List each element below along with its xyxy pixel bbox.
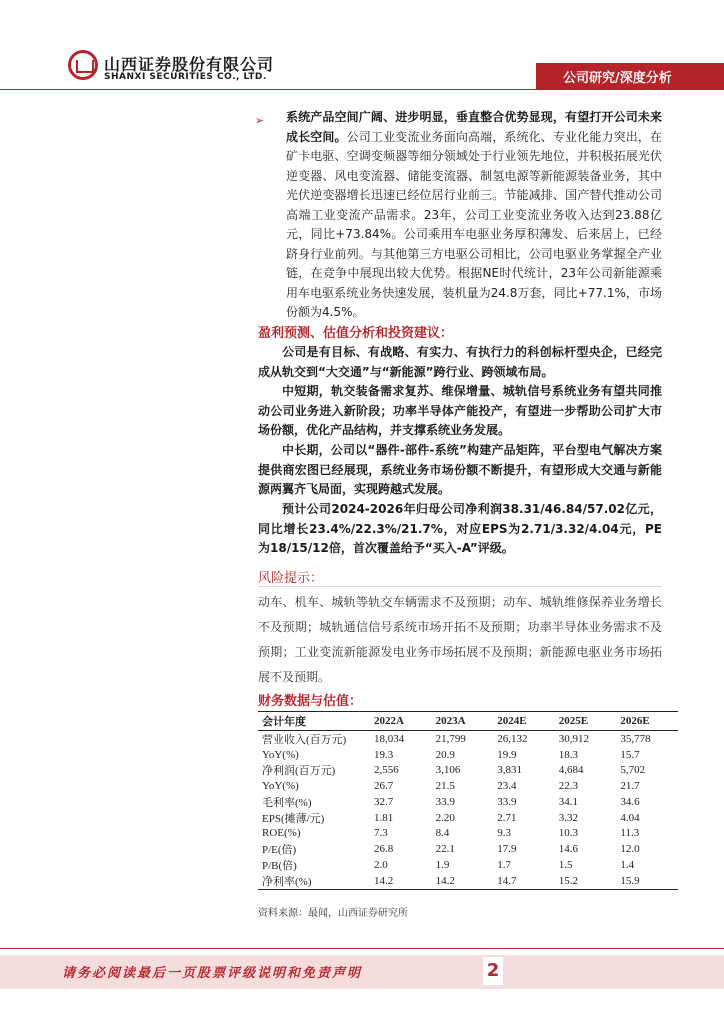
table-cell: 33.9 [435,795,455,808]
table-cell: 15.7 [620,748,640,761]
table-cell: 21.7 [620,779,640,792]
table-row-label: 毛利率(%) [262,796,312,809]
table-cell: 21.5 [435,779,455,792]
table-cell: 1.81 [374,811,394,824]
forecast-para-3: 中长期，公司以“器件-部件-系统”构建产品矩阵，平台型电气解决方案提供商宏图已经展现，系统业务市场份额不断提升，有望形成大交通与新能源两翼齐飞局面，实现跨越式发展。 [258,443,662,496]
table-cell: 3.32 [558,811,579,824]
table-header-cell: 2023A [432,712,494,731]
table-cell: 18.3 [558,748,579,761]
table-cell: 35,778 [620,733,651,745]
table-cell: 3,106 [435,764,461,777]
table-cell: 1.7 [497,858,511,871]
risk-divider [258,586,662,587]
table-cell: 14.2 [370,873,432,890]
forecast-title: 盈利预测、估值分析和投资建议： [258,326,454,341]
table-cell: 26.7 [374,779,394,792]
system-paragraph [286,108,662,323]
table-cell: 7.3 [374,827,388,840]
table-row [258,747,678,762]
footer-disclaimer: 请务必阅读最后一页股票评级说明和免责声明 [62,966,363,981]
report-type-label: 公司研究/深度分析 [563,71,672,86]
forecast-para-2: 中短期，轨交装备需求复苏、维保增量、城轨信号系统业务有望共同推动公司业务进入新阶段；功率半导体产能投产，有望进一步帮助公司扩大市场份额，优化产品结构，并支撑系统业务发展。 [258,384,662,437]
table-row [258,778,678,793]
table-cell: 34.1 [558,795,579,808]
table-cell: 14.6 [558,842,579,855]
table-cell: 14.7 [493,873,555,890]
table-cell: 32.7 [374,795,394,808]
page-header [0,0,724,92]
table-row-label: YoY(%) [262,779,299,792]
table-cell: 1.9 [435,858,450,871]
table-row [258,826,678,841]
table-cell: 15.9 [616,873,678,890]
table-cell: 2.0 [374,858,388,871]
table-header-row [258,712,678,731]
table-row-label: P/B(倍) [262,859,297,872]
table-row-label: YoY(%) [262,748,299,761]
company-logo-icon [68,50,98,80]
forecast-para-4: 预计公司2024-2026年归母公司净利润38.31/46.84/57.02亿元，同比增长23.4%/22.3%/21.7%，对应EPS为2.71/3.32/4.04元，PE为18/15/12倍，首次覆盖给予“买入-A”评级。 [258,502,662,555]
table-cell: 11.3 [620,827,640,840]
system-paragraph-lead: 系统产品空间广阔、进步明显，垂直整合优势显现，有望打开公司未来成长空间。 [286,110,662,144]
table-source-note: 资料来源：最闻，山西证券研究所 [258,908,408,919]
forecast-para-1: 公司是有目标、有战略、有实力、有执行力的科创标杆型央企，已经完成从轨交到“大交通”与“新能源”跨行业、跨领域布局。 [258,345,662,379]
table-header-cell: 2022A [370,712,432,731]
table-cell: 2.71 [497,811,517,824]
table-cell: 3,831 [497,764,522,777]
table-header-cell: 2025E [555,712,617,731]
table-cell: 18,034 [374,733,405,745]
table-row [258,762,678,778]
table-cell: 19.9 [497,748,517,761]
table-cell: 30,912 [558,733,590,745]
table-row [258,873,678,890]
financials-title: 财务数据与估值： [258,694,363,709]
table-cell: 20.9 [435,748,455,761]
table-cell: 26.8 [374,842,394,855]
table-cell: 26,132 [497,733,528,745]
company-name-cn: 山西证券股份有限公司 [104,55,275,74]
table-cell: 10.3 [558,827,579,840]
header-divider [0,89,724,90]
table-cell: 23.4 [497,779,517,792]
table-cell: 34.6 [620,795,640,808]
table-cell: 9.3 [497,827,511,840]
table-row-label: 营业收入(百万元) [262,734,347,746]
table-cell: 5,702 [620,764,646,777]
table-row [258,731,678,748]
table-row [258,794,678,810]
table-row [258,857,678,873]
table-row [258,810,678,826]
table-cell: 21,799 [435,733,466,745]
table-header-cell: 2026E [616,712,678,731]
system-paragraph-body: 公司工业变流业务面向高端，系统化、专业化能力突出，在矿卡电驱、空调变频器等细分领域处于行业领先地位，并积极拓展光伏逆变器、风电变流器、储能变流器、制氢电源等新能源装备业务，其中光伏逆变器增长迅速已经位居行业前三。节能减排、国产替代推动公司高端工业变流产品需求。23年，公司工业变流业务收入达到23.88亿元，同比+73.84%。公司乘用车电驱业务厚积薄发、后来居上，已经跻身行业前列。与其他第三方电驱公司相比，公司电驱业务掌握全产业链，在竞争中展现出较大优势。根据NE时代统计，23年公司新能源乘用车电驱系统业务快速发展，装机量为24.8万套，同比+77.1%，市场份额为4.5%。 [286,129,662,319]
table-cell: 19.3 [374,748,394,761]
risk-title: 风险提示： [258,571,324,586]
table-cell: 17.9 [497,842,517,855]
table-cell: 2.20 [435,811,455,824]
table-row-label: 净利润(百万元) [262,765,336,778]
table-cell: 4,684 [558,764,584,777]
table-cell: 33.9 [497,795,517,808]
page-number: 2 [483,957,503,985]
table-row [258,841,678,857]
table-row-label: P/E(倍) [262,843,297,856]
risk-text: 动车、机车、城轨等轨交车辆需求不及预期；动车、城轨维修保养业务增长不及预期；城轨通信信号系统市场开拓不及预期；功率半导体业务需求不及预期；工业变流新能源发电业务市场拓展不及预期；新能源电驱业务市场拓展不及预期。 [258,595,662,684]
table-row-label: EPS(摊薄/元) [262,812,325,825]
table-cell: 22.1 [435,842,455,855]
table-cell: 14.2 [432,873,494,890]
table-cell: 1.5 [558,858,573,871]
bullet-arrow-icon: ➢ [255,114,265,127]
company-name-en: SHANXI SECURITIES CO., LTD. [104,72,267,82]
footer-divider [0,948,724,949]
table-cell: 2,556 [374,764,399,777]
table-row-label: ROE(%) [262,827,301,840]
table-cell: 22.3 [558,779,579,792]
table-cell: 15.2 [555,873,617,890]
table-row-label: 净利率(%) [258,873,370,890]
table-cell: 1.4 [620,858,635,871]
table-header-cell: 会计年度 [258,712,370,731]
table-cell: 8.4 [435,827,450,840]
table-cell: 4.04 [620,811,640,824]
table-header-cell: 2024E [493,712,555,731]
financials-table [258,711,678,890]
table-cell: 12.0 [620,842,640,855]
